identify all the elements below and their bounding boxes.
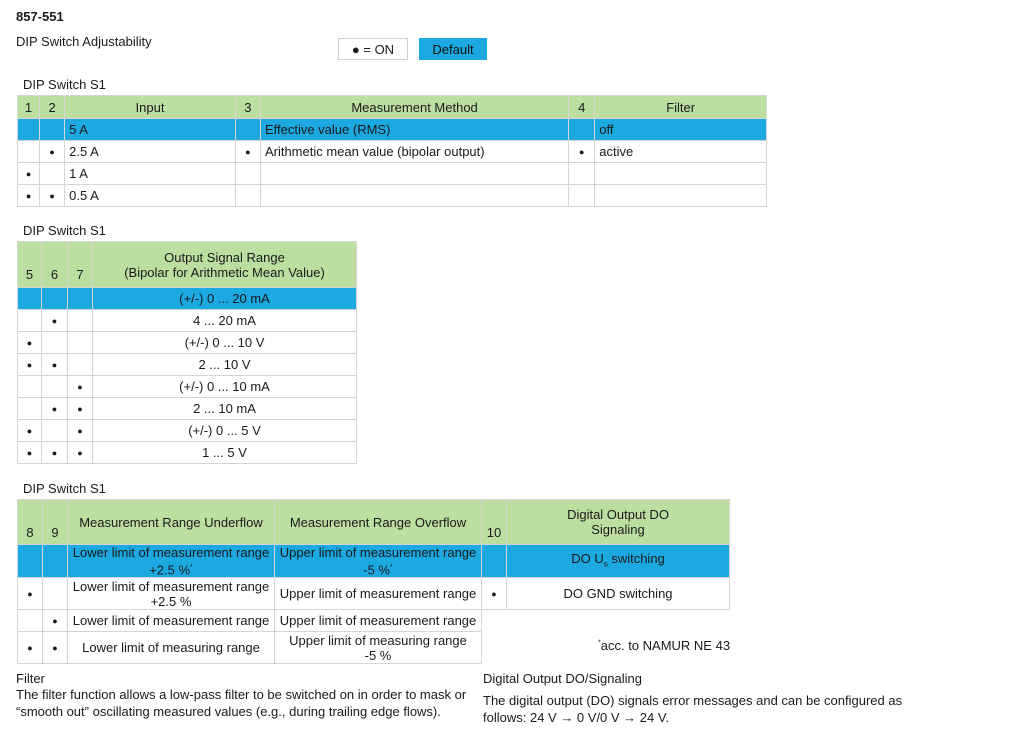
overflow-cell <box>275 610 482 632</box>
switch-3-cell <box>235 163 260 185</box>
output-range-cell: 1 ... 5 V <box>93 442 357 464</box>
on-dot-icon <box>52 612 57 627</box>
on-dot-icon <box>579 143 584 158</box>
on-dot-icon <box>26 187 31 202</box>
on-dot-icon <box>27 422 32 437</box>
switch-8-cell <box>18 610 43 632</box>
input-method-filter-table <box>17 95 767 207</box>
range-header-line1: Output Signal Range <box>164 249 285 265</box>
col-header-switch-9: 9 <box>43 500 68 545</box>
on-dot-icon <box>77 400 82 415</box>
filter-cell: off <box>595 119 767 141</box>
on-dot-icon <box>27 639 32 654</box>
switch-5-cell <box>18 376 42 398</box>
switch-9-cell <box>43 632 68 664</box>
col-header-measurement-method: Measurement Method <box>260 96 568 119</box>
range-header-line2: (Bipolar for Arithmetic Mean Value) <box>124 264 325 280</box>
table2-label: DIP Switch S1 <box>23 223 106 238</box>
do-header-line1: Digital Output DO <box>567 507 669 522</box>
footnote-marker: * <box>390 564 393 571</box>
switch-2-cell <box>40 119 65 141</box>
col-header-digital-output <box>507 500 730 545</box>
table2-header-row <box>18 242 357 288</box>
table-row <box>18 288 357 310</box>
on-dot-icon <box>27 334 32 349</box>
on-dot-icon <box>27 444 32 459</box>
switch-6-cell <box>42 332 68 354</box>
switch-9-cell <box>43 610 68 632</box>
switch-5-cell <box>18 442 42 464</box>
col-header-range-overflow: Measurement Range Overflow <box>275 500 482 545</box>
switch-3-cell <box>235 185 260 207</box>
switch-7-cell <box>68 376 93 398</box>
table-row <box>18 141 767 163</box>
on-dot-icon <box>27 356 32 371</box>
switch-6-cell <box>42 398 68 420</box>
do-header-line2: Signaling <box>591 522 645 537</box>
switch-1-cell <box>18 163 40 185</box>
table-row <box>18 578 730 610</box>
underflow-line1: Lower limit of measurement range <box>72 578 270 594</box>
switch-8-cell <box>18 632 43 664</box>
switch-4-cell <box>569 185 595 207</box>
col-header-switch-1: 1 <box>18 96 40 119</box>
switch-7-cell <box>68 420 93 442</box>
switch-9-cell <box>43 578 68 610</box>
table-row <box>18 119 767 141</box>
input-cell: 2.5 A <box>65 141 236 163</box>
switch-2-cell <box>40 141 65 163</box>
underflow-cell <box>68 610 275 632</box>
switch-6-cell <box>42 420 68 442</box>
switch-5-cell <box>18 420 42 442</box>
output-signal-range-table <box>17 241 357 464</box>
switch-4-cell <box>569 163 595 185</box>
table-row <box>18 610 730 632</box>
switch-6-cell <box>42 310 68 332</box>
filter-info-line1: The filter function allows a low-pass filter to be switched on in order to mask or <box>16 687 467 702</box>
switch-1-cell <box>18 141 40 163</box>
col-header-switch-3: 3 <box>235 96 260 119</box>
table3-label: DIP Switch S1 <box>23 481 106 496</box>
output-range-cell: (+/-) 0 ... 20 mA <box>93 288 357 310</box>
underflow-line1: Lower limit of measuring range <box>82 640 260 656</box>
method-cell <box>260 185 568 207</box>
underflow-line1: Lower limit of measurement range <box>72 613 270 629</box>
on-dot-icon <box>52 400 57 415</box>
underflow-line2 <box>72 594 270 609</box>
col-header-switch-7: 7 <box>68 242 93 288</box>
switch-2-cell <box>40 163 65 185</box>
do-info-text <box>483 692 902 726</box>
switch-6-cell <box>42 288 68 310</box>
overflow-cell <box>275 578 482 610</box>
switch-8-cell <box>18 578 43 610</box>
page-subtitle: DIP Switch Adjustability <box>16 34 152 49</box>
table-row <box>18 354 357 376</box>
col-header-switch-6: 6 <box>42 242 68 288</box>
underflow-cell <box>68 545 275 578</box>
overflow-cell <box>275 632 482 664</box>
switch-6-cell <box>42 354 68 376</box>
namur-footnote <box>598 638 730 653</box>
switch-7-cell <box>68 332 93 354</box>
switch-5-cell <box>18 354 42 376</box>
table-row <box>18 398 357 420</box>
overflow-line2 <box>279 648 477 663</box>
switch-7-cell <box>68 310 93 332</box>
table-row <box>18 332 357 354</box>
on-dot-icon <box>77 444 82 459</box>
input-cell: 1 A <box>65 163 236 185</box>
do-text: DO GND switching <box>563 586 673 602</box>
table1-label: DIP Switch S1 <box>23 77 106 92</box>
on-dot-icon <box>49 187 54 202</box>
switch-5-cell <box>18 288 42 310</box>
switch-3-cell <box>235 119 260 141</box>
on-dot-icon <box>491 585 496 600</box>
table-row <box>18 185 767 207</box>
on-dot-icon <box>52 639 57 654</box>
footnote-text: acc. to NAMUR NE 43 <box>600 638 731 653</box>
table-row <box>18 310 357 332</box>
default-legend-badge: Default <box>419 38 487 60</box>
switch-4-cell <box>569 119 595 141</box>
switch-8-cell <box>18 545 43 578</box>
switch-7-cell <box>68 442 93 464</box>
digital-output-cell <box>507 578 730 610</box>
switch-1-cell <box>18 119 40 141</box>
switch-5-cell <box>18 310 42 332</box>
output-range-cell: 2 ... 10 mA <box>93 398 357 420</box>
digital-output-cell <box>507 545 730 578</box>
do-info-line2: follows: 24 V → 0 V/0 V → 24 V. <box>483 710 669 725</box>
overflow-line1: Upper limit of measurement range <box>279 613 477 629</box>
on-dot-icon <box>49 143 54 158</box>
on-dot-icon <box>52 444 57 459</box>
switch-10-cell <box>482 578 507 610</box>
do-subscript: s <box>603 559 608 569</box>
switch-6-cell <box>42 376 68 398</box>
output-range-cell: (+/-) 0 ... 10 mA <box>93 376 357 398</box>
on-dot-icon <box>77 378 82 393</box>
footnote-marker: * <box>190 564 193 571</box>
do-text: DO U <box>571 550 604 566</box>
col-header-input: Input <box>65 96 236 119</box>
filter-info-title: Filter <box>16 671 45 686</box>
table3-header-row <box>18 500 730 545</box>
on-dot-icon <box>245 143 250 158</box>
overflow-line1: Upper limit of measurement range <box>279 586 477 602</box>
switch-6-cell <box>42 442 68 464</box>
overflow-value: -5 % <box>363 562 390 578</box>
footnote-star: * <box>598 639 601 647</box>
method-cell: Effective value (RMS) <box>260 119 568 141</box>
switch-7-cell <box>68 398 93 420</box>
col-header-switch-8: 8 <box>18 500 43 545</box>
switch-7-cell <box>68 354 93 376</box>
output-range-cell: 4 ... 20 mA <box>93 310 357 332</box>
filter-cell <box>595 163 767 185</box>
model-number: 857-551 <box>16 9 64 24</box>
switch-1-cell <box>18 185 40 207</box>
table1-header-row <box>18 96 767 119</box>
underflow-value: +2.5 % <box>150 593 192 609</box>
switch-10-cell <box>482 545 507 578</box>
underflow-cell <box>68 632 275 664</box>
method-cell: Arithmetic mean value (bipolar output) <box>260 141 568 163</box>
method-cell <box>260 163 568 185</box>
underflow-line2 <box>72 560 270 577</box>
overflow-cell <box>275 545 482 578</box>
switch-2-cell <box>40 185 65 207</box>
empty-cell <box>482 610 730 632</box>
legend-on-indicator: ● = ON <box>338 38 408 60</box>
overflow-line1: Upper limit of measurement range <box>279 545 477 560</box>
underflow-line1: Lower limit of measurement range <box>72 545 270 560</box>
do-info-line1: The digital output (DO) signals error messages and can be configured as <box>483 693 903 708</box>
output-range-cell: 2 ... 10 V <box>93 354 357 376</box>
do-text-suffix: switching <box>607 550 665 566</box>
overflow-line1: Upper limit of measuring range <box>289 632 467 648</box>
overflow-line2 <box>279 560 477 577</box>
do-info-title: Digital Output DO/Signaling <box>483 671 642 686</box>
switch-3-cell <box>235 141 260 163</box>
table-row <box>18 163 767 185</box>
col-header-switch-5: 5 <box>18 242 42 288</box>
col-header-switch-10: 10 <box>482 500 507 545</box>
table-row <box>18 442 357 464</box>
on-dot-icon <box>27 585 32 600</box>
table-row <box>18 420 357 442</box>
col-header-switch-2: 2 <box>40 96 65 119</box>
switch-9-cell <box>43 545 68 578</box>
input-cell: 0.5 A <box>65 185 236 207</box>
on-dot-icon <box>52 312 57 327</box>
filter-info-text <box>16 686 466 720</box>
table-row <box>18 545 730 578</box>
on-dot-icon <box>26 165 31 180</box>
input-cell: 5 A <box>65 119 236 141</box>
output-range-cell: (+/-) 0 ... 5 V <box>93 420 357 442</box>
overflow-value: -5 % <box>364 647 392 663</box>
switch-7-cell <box>68 288 93 310</box>
table-row <box>18 376 357 398</box>
col-header-range-underflow: Measurement Range Underflow <box>68 500 275 545</box>
filter-info-line2: “smooth out” oscillating measured values (e.g., during trailing edge flows). <box>16 704 441 719</box>
filter-cell: active <box>595 141 767 163</box>
filter-cell <box>595 185 767 207</box>
output-range-cell: (+/-) 0 ... 10 V <box>93 332 357 354</box>
switch-4-cell <box>569 141 595 163</box>
underflow-value: +2.5 % <box>149 562 191 578</box>
col-header-output-signal-range <box>93 242 357 288</box>
underflow-cell <box>68 578 275 610</box>
on-dot-icon <box>52 356 57 371</box>
col-header-switch-4: 4 <box>569 96 595 119</box>
on-dot-icon <box>77 422 82 437</box>
switch-5-cell <box>18 332 42 354</box>
switch-5-cell <box>18 398 42 420</box>
col-header-filter: Filter <box>595 96 767 119</box>
